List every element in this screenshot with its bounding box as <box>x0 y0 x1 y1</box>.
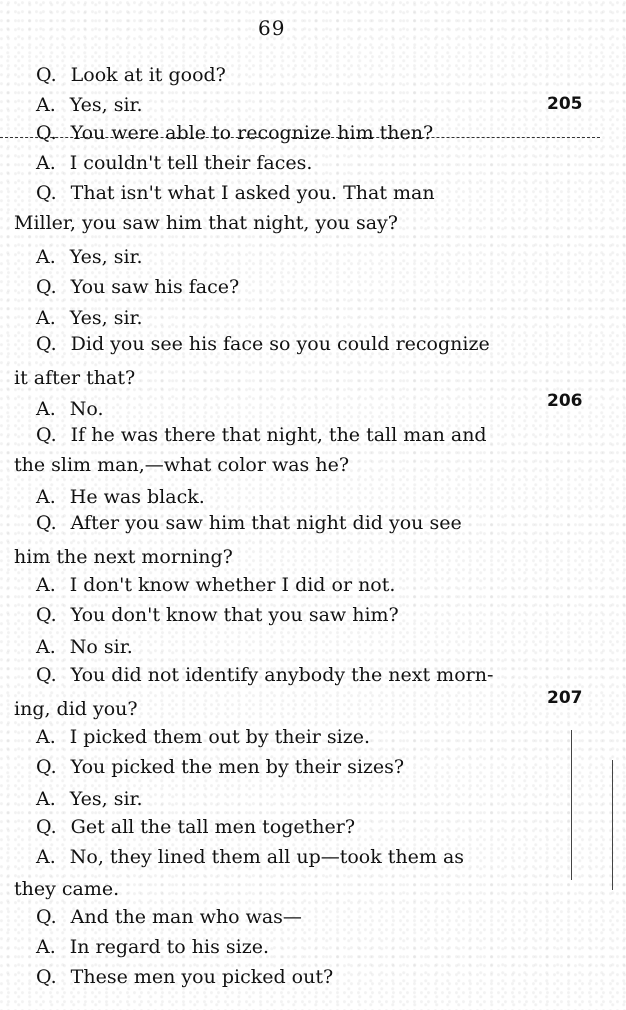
transcript-line <box>36 936 269 958</box>
transcript-line <box>36 276 239 298</box>
line-text: If he was there that night, the tall man and <box>70 424 487 446</box>
transcript-line <box>36 486 205 508</box>
line-text: No, they lined them all up—took them as <box>69 846 465 868</box>
transcript-line <box>36 906 302 928</box>
line-text: Yes, sir. <box>69 94 143 116</box>
speaker-label: Q. <box>36 122 57 144</box>
line-text: Yes, sir. <box>69 307 143 329</box>
transcript-line <box>36 664 493 686</box>
speaker-label: Q. <box>36 756 57 778</box>
speaker-label: A. <box>36 398 56 420</box>
line-text: That isn't what I asked you. That man <box>70 182 435 204</box>
speaker-label: A. <box>36 574 56 596</box>
speaker-label: Q. <box>36 966 57 988</box>
line-text: No sir. <box>69 636 133 658</box>
transcript-line <box>36 726 370 748</box>
line-text: ing, did you? <box>14 698 138 720</box>
transcript-line <box>36 246 143 268</box>
transcript-line <box>36 512 462 534</box>
speaker-label: A. <box>36 307 56 329</box>
line-text: You don't know that you saw him? <box>70 604 399 626</box>
line-text: him the next morning? <box>14 546 233 568</box>
margin-scratch-mark <box>612 760 613 890</box>
line-text: After you saw him that night did you see <box>70 512 462 534</box>
transcript-line <box>36 816 355 838</box>
margin-scratch-mark <box>571 730 572 880</box>
transcript-line <box>14 212 398 234</box>
line-text: Did you see his face so you could recognize <box>70 333 490 355</box>
speaker-label: A. <box>36 846 56 868</box>
line-text: Yes, sir. <box>69 788 143 810</box>
speaker-label: Q. <box>36 906 57 928</box>
line-text: I couldn't tell their faces. <box>69 152 313 174</box>
transcript-line <box>36 94 143 116</box>
speaker-label: Q. <box>36 424 57 446</box>
transcript-line <box>36 846 464 868</box>
speaker-label: Q. <box>36 604 57 626</box>
speaker-label: Q. <box>36 182 57 204</box>
speaker-label: Q. <box>36 333 57 355</box>
line-text: You did not identify anybody the next morn- <box>70 664 494 686</box>
speaker-label: A. <box>36 94 56 116</box>
speaker-label: Q. <box>36 664 57 686</box>
transcript-line <box>14 367 135 389</box>
transcript-line <box>14 698 138 720</box>
line-text: He was black. <box>69 486 205 508</box>
speaker-label: A. <box>36 936 56 958</box>
speaker-label: A. <box>36 486 56 508</box>
transcript-line <box>36 966 333 988</box>
line-text: Yes, sir. <box>69 246 143 268</box>
speaker-label: Q. <box>36 512 57 534</box>
line-text: You picked the men by their sizes? <box>70 756 405 778</box>
speaker-label: Q. <box>36 816 57 838</box>
margin-number: 205 <box>547 94 583 114</box>
transcript-line <box>36 307 143 329</box>
speaker-label: Q. <box>36 64 57 86</box>
speaker-label: Q. <box>36 276 57 298</box>
transcript-line <box>36 182 435 204</box>
transcript-line <box>36 574 395 596</box>
transcript-line <box>36 756 404 778</box>
line-text: Look at it good? <box>70 64 226 86</box>
transcript-line <box>36 152 312 174</box>
line-text: the slim man,—what color was he? <box>14 454 350 476</box>
transcript-line <box>36 788 143 810</box>
margin-number: 206 <box>547 391 583 411</box>
transcript-line <box>36 636 133 658</box>
speaker-label: A. <box>36 152 56 174</box>
transcript-line <box>36 398 104 420</box>
line-text: Get all the tall men together? <box>70 816 356 838</box>
transcript-line <box>14 878 119 900</box>
line-text: I picked them out by their size. <box>69 726 371 748</box>
speaker-label: A. <box>36 636 56 658</box>
transcript-line <box>36 604 399 626</box>
line-text: it after that? <box>14 367 136 389</box>
margin-number: 207 <box>547 688 583 708</box>
speaker-label: A. <box>36 788 56 810</box>
speaker-label: A. <box>36 726 56 748</box>
line-text: I don't know whether I did or not. <box>69 574 396 596</box>
transcript-line <box>14 546 233 568</box>
transcript-line <box>36 333 490 355</box>
transcript-line <box>36 122 433 144</box>
line-text: These men you picked out? <box>70 966 334 988</box>
line-text: You were able to recognize him then? <box>70 122 434 144</box>
line-text: You saw his face? <box>70 276 240 298</box>
line-text: In regard to his size. <box>69 936 269 958</box>
line-text: And the man who was— <box>70 906 302 928</box>
speaker-label: A. <box>36 246 56 268</box>
transcript-line <box>36 64 226 86</box>
line-text: they came. <box>14 878 120 900</box>
line-text: No. <box>69 398 104 420</box>
line-text: Miller, you saw him that night, you say? <box>14 212 398 234</box>
page-number: 69 <box>258 16 286 40</box>
transcript-line <box>36 424 487 446</box>
transcript-line <box>14 454 349 476</box>
